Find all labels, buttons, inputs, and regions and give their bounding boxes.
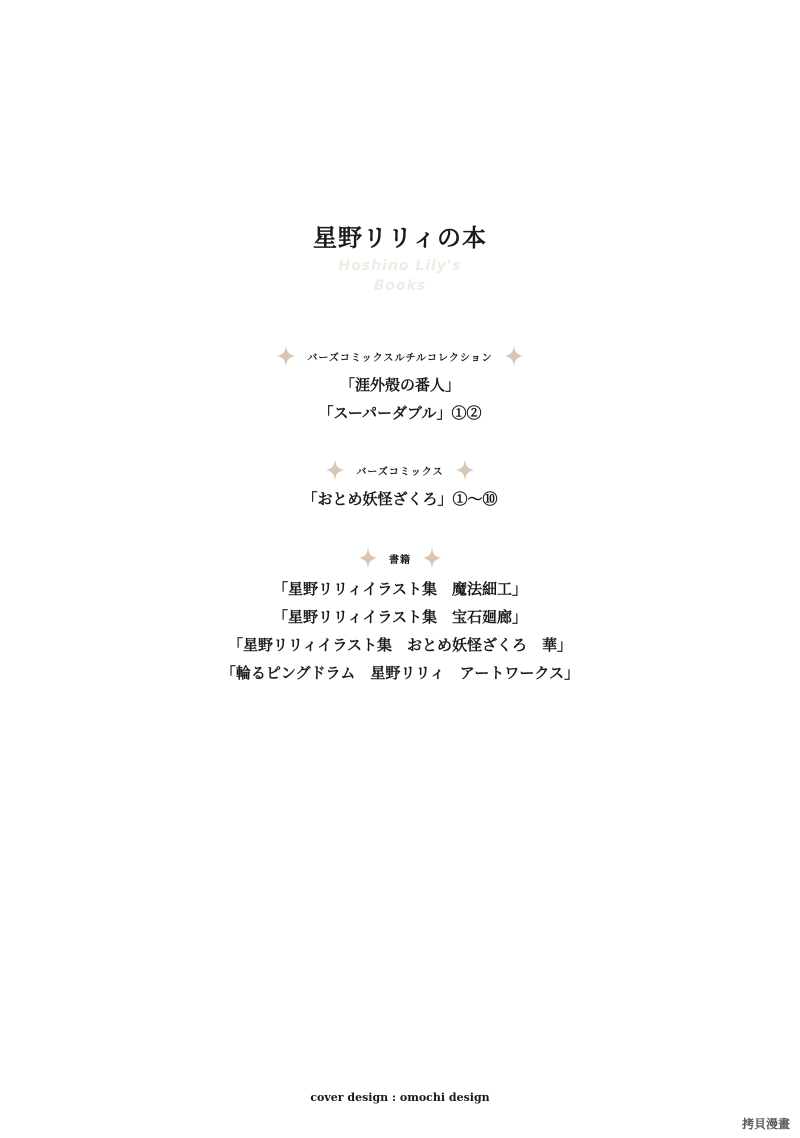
section-heading-birz-comics (0, 458, 800, 482)
book-item: 「星野リリィイラスト集 宝石廻廊」 (273, 608, 527, 626)
sparkle-cross-icon (359, 547, 377, 569)
sparkle-cross-icon (326, 459, 344, 481)
page-title: 星野リリィの本 (312, 223, 488, 252)
section-heading-books (0, 546, 800, 570)
book-item: 「星野リリィイラスト集 おとめ妖怪ざくろ 華」 (228, 636, 572, 654)
sparkle-cross-icon (505, 345, 523, 367)
subtitle-line-1: Hoshino Lily's (338, 258, 462, 274)
book-item: 「スーパーダブル」①② (318, 404, 482, 422)
subtitle-line-2: Books (373, 278, 427, 294)
book-item: 「涯外殻の番人」 (339, 376, 460, 394)
watermark: 拷貝漫畫 (741, 1117, 790, 1131)
sparkle-cross-icon (277, 345, 295, 367)
sparkle-cross-icon (423, 547, 441, 569)
section-label: 書籍 (389, 554, 411, 566)
section-heading-birz-rutile (0, 344, 800, 368)
book-item: 「輪るピングドラム 星野リリィ アートワークス」 (220, 664, 580, 682)
section-label: バーズコミックスルチルコレクション (307, 352, 493, 364)
sparkle-cross-icon (456, 459, 474, 481)
book-item: 「星野リリィイラスト集 魔法細工」 (273, 580, 527, 598)
section-label: バーズコミックス (356, 466, 444, 478)
book-item: 「おとめ妖怪ざくろ」①〜⑩ (302, 490, 498, 508)
cover-design-credit: cover design : omochi design (310, 1091, 490, 1104)
